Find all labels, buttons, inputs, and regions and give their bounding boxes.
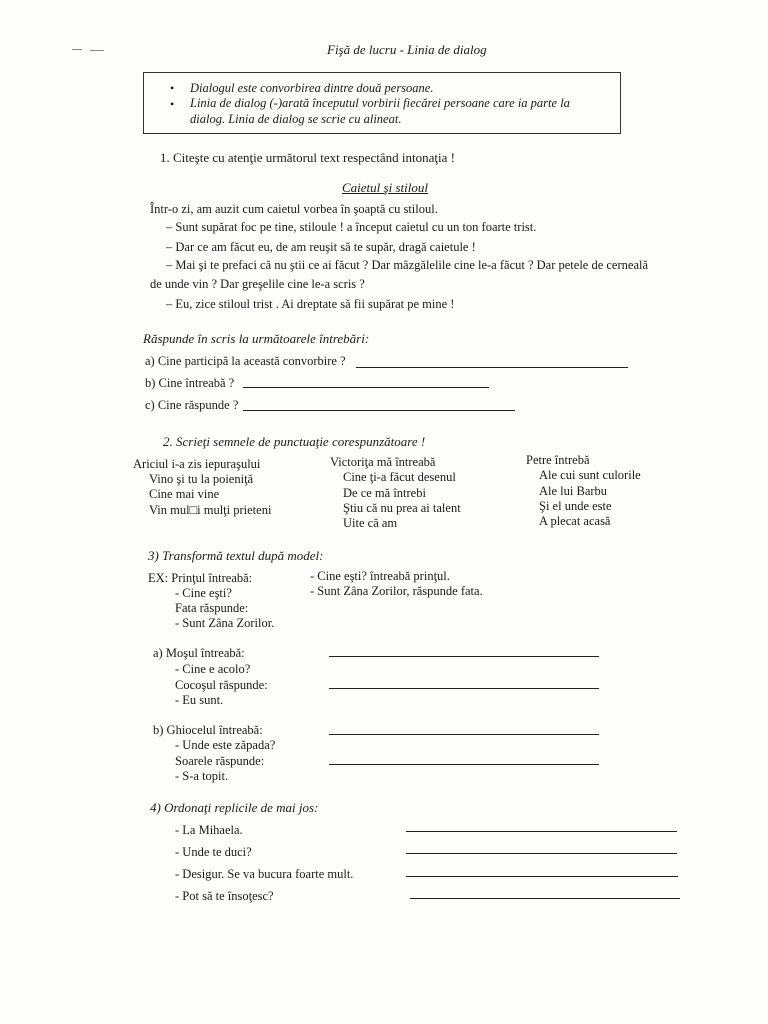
- story-line: – Mai şi te prefaci că nu ştii ce ai făcut ? Dar mâzgălelile cine le-a făcut ? Dar petele de cerneală: [166, 258, 649, 272]
- ex2-col1-line: Ariciul i-a zis iepuraşului: [133, 457, 261, 471]
- ex3-a-line: - Eu sunt.: [175, 693, 224, 707]
- ex3-b-line: - Unde este zăpada?: [175, 738, 276, 752]
- question-c: c) Cine răspunde ?: [145, 398, 239, 412]
- rule-item: Dialogul este convorbirea dintre două persoane.: [190, 81, 434, 95]
- ex3-instruction: 3) Transformă textul după model:: [148, 548, 324, 563]
- ex2-col1-line: Cine mai vine: [149, 487, 220, 501]
- ex3-b-line: - S-a topit.: [175, 769, 229, 783]
- ex3-a-line: - Cine e acolo?: [175, 662, 251, 676]
- ex2-col2-line: Cine ţi-a făcut desenul: [343, 470, 456, 484]
- rule-item-continued: dialog. Linia de dialog se scrie cu alineat.: [190, 112, 402, 126]
- ex3-example-right: - Sunt Zâna Zorilor, răspunde fata.: [310, 584, 483, 598]
- page-title: Fişă de lucru - Linia de dialog: [327, 42, 487, 57]
- answer-line[interactable]: [329, 656, 599, 657]
- ex3-example-left: EX: Prinţul întreabă:: [148, 571, 253, 585]
- answer-line[interactable]: [406, 876, 678, 877]
- ex3-example-left: Fata răspunde:: [175, 601, 249, 615]
- answer-line[interactable]: [406, 853, 677, 854]
- story-line: – Sunt supărat foc pe tine, stiloule ! a început caietul cu un ton foarte trist.: [166, 220, 537, 234]
- ex2-col3-line: Ale lui Barbu: [539, 484, 608, 498]
- answer-line[interactable]: [243, 387, 489, 388]
- ex1-instruction: 1. Citeşte cu atenţie următorul text respectând intonaţia !: [160, 150, 455, 165]
- scan-artifact: [90, 50, 104, 51]
- ex4-instruction: 4) Ordonaţi replicile de mai jos:: [150, 800, 319, 815]
- ex2-col3-line: Petre întrebă: [526, 453, 590, 467]
- answer-line[interactable]: [410, 898, 680, 899]
- ex2-col1-line: Vin mul□i mulţi prieteni: [149, 503, 272, 517]
- answer-line[interactable]: [329, 688, 599, 689]
- ex4-item: - Pot să te însoţesc?: [175, 889, 274, 903]
- ex3-b-line: Soarele răspunde:: [175, 754, 265, 768]
- ex3-b-line: b) Ghiocelul întreabă:: [153, 723, 263, 737]
- ex4-item: - Unde te duci?: [175, 845, 252, 859]
- answer-line[interactable]: [356, 367, 628, 368]
- ex3-a-line: Cocoşul răspunde:: [175, 678, 268, 692]
- ex2-col2-line: Victoriţa mă întreabă: [330, 455, 436, 469]
- ex2-col2-line: Uite că am: [343, 516, 398, 530]
- answer-line[interactable]: [329, 734, 599, 735]
- story-line: – Dar ce am făcut eu, de am reuşit să te supăr, dragă caietule !: [166, 240, 476, 254]
- ex3-example-left: - Sunt Zâna Zorilor.: [175, 616, 275, 630]
- ex2-instruction: 2. Scrieţi semnele de punctuaţie corespunzătoare !: [163, 434, 426, 449]
- ex2-col3-line: Şi el unde este: [539, 499, 612, 513]
- ex4-item: - La Mihaela.: [175, 823, 243, 837]
- bullet-icon: •: [170, 97, 175, 111]
- ex2-col3-line: Ale cui sunt culorile: [539, 468, 641, 482]
- answer-line[interactable]: [243, 410, 515, 411]
- question-a: a) Cine participă la această convorbire ?: [145, 354, 346, 368]
- ex3-a-line: a) Moşul întreabă:: [153, 646, 245, 660]
- answer-line[interactable]: [406, 831, 677, 832]
- ex3-example-right: - Cine eşti? întreabă prinţul.: [310, 569, 450, 583]
- questions-heading: Răspunde în scris la următoarele întrebări:: [143, 331, 370, 346]
- ex2-col2-line: De ce mă întrebi: [343, 486, 426, 500]
- ex3-example-left: - Cine eşti?: [175, 586, 232, 600]
- answer-line[interactable]: [329, 764, 599, 765]
- ex2-col2-line: Ştiu că nu prea ai talent: [343, 501, 461, 515]
- ex4-item: - Desigur. Se va bucura foarte mult.: [175, 867, 354, 881]
- rule-item: Linia de dialog (-)arată începutul vorbirii fiecărei persoane care ia parte la: [190, 96, 570, 110]
- story-line: – Eu, zice stiloul trist . Ai dreptate să fii supărat pe mine !: [166, 297, 455, 311]
- question-b: b) Cine întreabă ?: [145, 376, 235, 390]
- story-line: de unde vin ? Dar greşelile cine le-a scris ?: [150, 277, 365, 291]
- scan-artifact: [72, 49, 82, 50]
- bullet-icon: •: [170, 81, 175, 95]
- story-line: Într-o zi, am auzit cum caietul vorbea în şoaptă cu stiloul.: [150, 202, 438, 216]
- ex2-col1-line: Vino şi tu la poieniţă: [149, 472, 254, 486]
- story-title: Caietul şi stiloul: [342, 180, 428, 195]
- ex2-col3-line: A plecat acasă: [539, 514, 611, 528]
